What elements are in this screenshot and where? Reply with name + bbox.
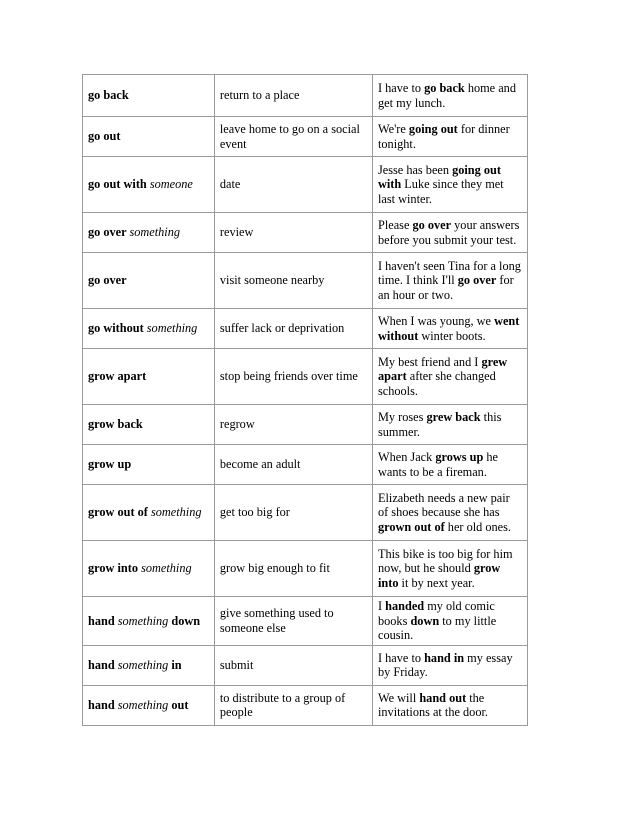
meaning-cell: get too big for <box>214 485 372 541</box>
table-row <box>83 685 528 725</box>
table-row <box>83 157 528 213</box>
text-segment: When I was young, we <box>377 314 495 328</box>
phrasal-verb-cell <box>83 405 215 445</box>
text-segment: for dinner tonight. <box>377 122 510 151</box>
text-segment: the invitations at the door. <box>377 690 488 719</box>
meaning-cell: to distribute to a group of people <box>214 685 372 725</box>
bold-text: going out <box>408 122 458 136</box>
bold-text: go over <box>88 225 130 240</box>
table-row <box>83 117 528 157</box>
example-cell <box>372 685 527 725</box>
placeholder-word: something <box>150 505 202 520</box>
text-segment: This bike is too big for him now, but he should <box>377 546 513 576</box>
example-cell <box>372 597 527 646</box>
table-row <box>83 309 528 349</box>
table-row <box>83 541 528 597</box>
table-row <box>83 485 528 541</box>
placeholder-word: something <box>129 225 180 240</box>
bold-text: hand <box>88 657 118 672</box>
meaning-cell: review <box>214 213 372 253</box>
text-segment: We will <box>377 690 420 705</box>
bold-text: hand <box>88 613 118 628</box>
bold-text: in <box>168 657 182 672</box>
example-cell <box>372 213 527 253</box>
meaning-cell: submit <box>214 645 372 685</box>
bold-text: grow up <box>88 457 132 472</box>
meaning-cell: visit someone nearby <box>214 253 372 309</box>
bold-text: going out with <box>377 162 501 192</box>
phrasal-verb-cell <box>83 253 215 309</box>
text-segment: I have to <box>377 650 425 665</box>
example-cell <box>372 157 527 213</box>
meaning-cell: date <box>214 157 372 213</box>
table-row <box>83 75 528 117</box>
text-segment: I haven't seen Tina for a long time. I think I'll <box>377 258 521 288</box>
text-segment: it by next year. <box>398 575 475 590</box>
text-segment: for an hour or two. <box>377 273 514 302</box>
phrasal-verb-cell <box>83 645 215 685</box>
phrasal-verb-table <box>82 74 528 726</box>
table-row <box>83 645 528 685</box>
bold-text: hand out <box>419 690 467 705</box>
text-segment: Luke since they met last winter. <box>377 177 504 206</box>
example-cell <box>372 117 527 157</box>
table-row <box>83 349 528 405</box>
text-segment: I have to <box>377 81 425 95</box>
bold-text: grows up <box>435 450 484 464</box>
bold-text: go back <box>88 88 129 103</box>
text-segment: your answers before you submit your test. <box>377 218 520 247</box>
phrasal-verb-cell <box>83 685 215 725</box>
text-segment: her old ones. <box>444 519 511 534</box>
bold-text: go over <box>412 218 452 232</box>
meaning-cell: suffer lack or deprivation <box>214 309 372 349</box>
bold-text: grew back <box>426 410 481 424</box>
text-segment: winter boots. <box>418 328 486 343</box>
bold-text: grow into <box>88 561 142 576</box>
text-segment: Elizabeth needs a new pair of shoes because she has <box>377 490 510 520</box>
phrasal-verb-cell <box>83 309 215 349</box>
phrasal-verb-cell <box>83 485 215 541</box>
bold-text: grow back <box>88 417 143 432</box>
phrasal-verb-cell <box>83 213 215 253</box>
bold-text: go back <box>424 81 465 95</box>
text-segment: Jesse has been <box>377 162 453 177</box>
bold-text: out <box>168 697 189 712</box>
text-segment: my old comic books <box>377 599 495 628</box>
table-row <box>83 405 528 445</box>
table-row <box>83 445 528 485</box>
example-cell <box>372 349 527 405</box>
placeholder-word: something <box>117 613 169 628</box>
example-cell <box>372 75 527 117</box>
meaning-cell: return to a place <box>214 75 372 117</box>
phrasal-verb-cell <box>83 445 215 485</box>
bold-text: go out <box>88 129 121 144</box>
text-segment: My best friend and I <box>377 354 482 369</box>
meaning-cell: stop being friends over time <box>214 349 372 405</box>
table-row <box>83 213 528 253</box>
bold-text: grow apart <box>88 369 147 384</box>
text-segment: When Jack <box>377 450 436 464</box>
bold-text: go out with <box>88 177 150 192</box>
phrasal-verb-cell <box>83 75 215 117</box>
text-segment: this summer. <box>377 410 502 439</box>
text-segment: my essay by Friday. <box>377 650 513 679</box>
phrasal-verb-cell <box>83 597 215 646</box>
meaning-cell: grow big enough to fit <box>214 541 372 597</box>
bold-text: handed <box>385 599 425 613</box>
table-body <box>83 75 528 726</box>
bold-text: grew apart <box>377 354 508 384</box>
placeholder-word: something <box>146 321 198 336</box>
example-cell <box>372 485 527 541</box>
placeholder-word: something <box>141 561 192 576</box>
table-row <box>83 253 528 309</box>
bold-text: grow into <box>377 561 501 590</box>
bold-text: hand in <box>424 650 465 665</box>
bold-text: grown out of <box>377 519 445 534</box>
example-cell <box>372 253 527 309</box>
phrasal-verb-cell <box>83 349 215 405</box>
bold-text: go over <box>88 273 127 288</box>
phrasal-verb-cell <box>83 541 215 597</box>
bold-text: went without <box>377 314 520 343</box>
meaning-cell: leave home to go on a social event <box>214 117 372 157</box>
meaning-cell: give something used to someone else <box>214 597 372 646</box>
bold-text: down <box>410 613 440 628</box>
phrasal-verb-cell <box>83 157 215 213</box>
phrasal-verb-cell <box>83 117 215 157</box>
bold-text: hand <box>88 697 118 712</box>
example-cell <box>372 645 527 685</box>
text-segment: Please <box>377 218 413 232</box>
text-segment: We're <box>377 122 409 136</box>
bold-text: grow out of <box>88 505 151 520</box>
text-segment: I <box>377 599 386 613</box>
table-row <box>83 597 528 646</box>
placeholder-word: something <box>117 697 169 712</box>
bold-text: go without <box>88 321 147 336</box>
text-segment: to my little cousin. <box>377 613 497 642</box>
example-cell <box>372 445 527 485</box>
example-cell <box>372 541 527 597</box>
bold-text: down <box>168 613 201 628</box>
placeholder-word: someone <box>149 177 193 192</box>
bold-text: go over <box>457 273 497 288</box>
text-segment: he wants to be a fireman. <box>377 450 498 479</box>
text-segment: after she changed schools. <box>377 369 496 398</box>
text-segment: My roses <box>377 410 427 424</box>
example-cell <box>372 405 527 445</box>
example-cell <box>372 309 527 349</box>
meaning-cell: regrow <box>214 405 372 445</box>
text-segment: home and get my lunch. <box>377 81 516 110</box>
meaning-cell: become an adult <box>214 445 372 485</box>
placeholder-word: something <box>117 657 169 672</box>
